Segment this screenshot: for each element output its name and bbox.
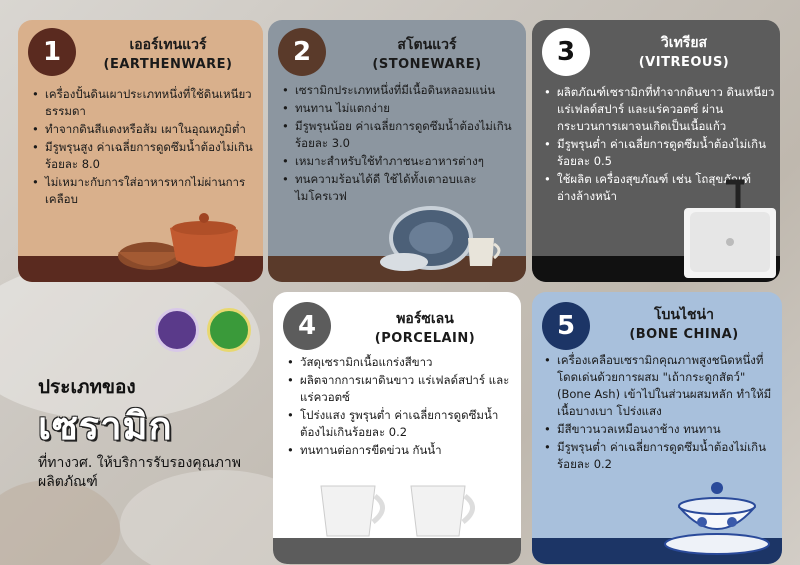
card-number-badge: 4 (283, 302, 331, 350)
card-title (334, 36, 520, 74)
infographic-heading-line1: ประเภทของ (38, 376, 136, 398)
card-title (594, 306, 774, 344)
agency-logo-icon (155, 308, 199, 352)
card-number-badge: 2 (278, 28, 326, 76)
card-bullet-item: • ไม่เหมาะกับการใส่อาหารหากไม่ผ่านการเคลือบ (32, 174, 258, 208)
card-number-badge: 5 (542, 302, 590, 350)
card-title (335, 310, 515, 348)
card-bullet-item: • เครื่องปั้นดินเผาประเภทหนึ่งที่ใช้ดินเหนียวธรรมดา (32, 86, 258, 120)
stoneware-dishes-image (376, 196, 516, 276)
card-title-th: เออร์เทนแวร์ (129, 37, 207, 53)
card-bullet-item: • ทำจากดินสีแดงหรือส้ม เผาในอุณหภูมิต่ำ (32, 121, 258, 138)
card-bone-china (532, 292, 782, 564)
card-title-en: (EARTHENWARE) (103, 57, 233, 72)
card-title-th: สโตนแวร์ (397, 37, 457, 53)
card-title (594, 34, 774, 72)
card-bullet-item: • ทนความร้อนได้ดี ใช้ได้ทั้งเตาอบและไมโครเวฟ (282, 171, 522, 205)
card-bullet-item: • มีรูพรุนน้อย ค่าเฉลี่ยการดูดซึมน้ำต้องไม่เกินร้อยละ 3.0 (282, 118, 522, 152)
card-bullet-item: • ผลิตภัณฑ์เซรามิกที่ทำจากดินขาว ดินเหนียว แร่เฟลด์สปาร์ และแร่ควอตซ์ ผ่านกระบวนการเผาจนเกิดเป็นเนื้อแก้ว (544, 84, 776, 135)
card-bullet-list (287, 354, 517, 460)
card-bullet-item: • มีสีขาวนวลเหมือนงาช้าง ทนทาน (544, 421, 778, 438)
card-bullet-item: • ผลิตจากการเผาดินขาว แร่เฟลด์สปาร์ และแร่ควอตซ์ (287, 372, 517, 406)
card-title-th: วิเทรียส (660, 35, 708, 51)
clay-pot-image (110, 208, 250, 278)
card-earthenware (18, 20, 263, 282)
card-bullet-list (544, 352, 778, 474)
card-bullet-item: • ใช้ผลิต เครื่องสุขภัณฑ์ เช่น โถสุขภัณฑ์ อ่างล้างหน้า (544, 171, 776, 205)
card-title-en: (VITREOUS) (638, 55, 730, 70)
card-bullet-list (282, 82, 522, 206)
card-bullet-item: • เซรามิกประเภทหนึ่งที่มีเนื้อดินหลอมแน่น (282, 82, 522, 99)
infographic-subheading: ที่ทางวศ. ให้บริการรับรองคุณภาพผลิตภัณฑ์ (38, 455, 241, 490)
card-bullet-item: • ทนทาน ไม่แตกง่าย (282, 100, 522, 117)
card-number-badge: 3 (542, 28, 590, 76)
infographic-heading-line2: เซรามิก (38, 404, 173, 448)
card-title-en: (PORCELAIN) (374, 331, 476, 346)
card-bullet-item: • มีรูพรุนต่ำ ค่าเฉลี่ยการดูดซึมน้ำต้องไม่เกินร้อยละ 0.5 (544, 136, 776, 170)
card-bullet-item: • โปร่งแสง รูพรุนต่ำ ค่าเฉลี่ยการดูดซึมน้ำต้องไม่เกินร้อยละ 0.2 (287, 407, 517, 441)
card-porcelain (273, 292, 521, 564)
card-title-en: (BONE CHINA) (629, 327, 739, 342)
card-title (78, 36, 258, 74)
porcelain-cups-image (313, 482, 493, 542)
sink-image (682, 178, 778, 282)
bone-china-teacup-image (662, 478, 772, 558)
card-bullet-item: • เหมาะสำหรับใช้ทำภาชนะอาหารต่างๆ (282, 153, 522, 170)
card-bullet-list (32, 86, 258, 209)
card-number-badge: 1 (28, 28, 76, 76)
card-bullet-item: • มีรูพรุนต่ำ ค่าเฉลี่ยการดูดซึมน้ำต้องไม่เกินร้อยละ 0.2 (544, 439, 778, 473)
card-bullet-item: • เครื่องเคลือบเซรามิกคุณภาพสูงชนิดหนึ่งที่โดดเด่นด้วยการผสม "เถ้ากระดูกสัตว์" (Bone Ash) เข้าไปในส่วนผสมหลัก ทำให้มีเนื้อบางเบา โปร่งแสง (544, 352, 778, 420)
card-bullet-item: • มีรูพรุนสูง ค่าเฉลี่ยการดูดซึมน้ำต้องไม่เกินร้อยละ 8.0 (32, 139, 258, 173)
card-title-th: พอร์ซเลน (396, 311, 454, 327)
card-vitreous (532, 20, 780, 282)
background-shape (0, 480, 120, 565)
card-title-en: (STONEWARE) (372, 57, 482, 72)
card-bullet-item: • ทนทานต่อการขีดข่วน กันน้ำ (287, 442, 517, 459)
department-logo-icon (207, 308, 251, 352)
card-stoneware (268, 20, 526, 282)
card-bullet-item: • วัสดุเซรามิกเนื้อแกร่งสีขาว (287, 354, 517, 371)
card-title-th: โบนไชน่า (654, 307, 714, 323)
